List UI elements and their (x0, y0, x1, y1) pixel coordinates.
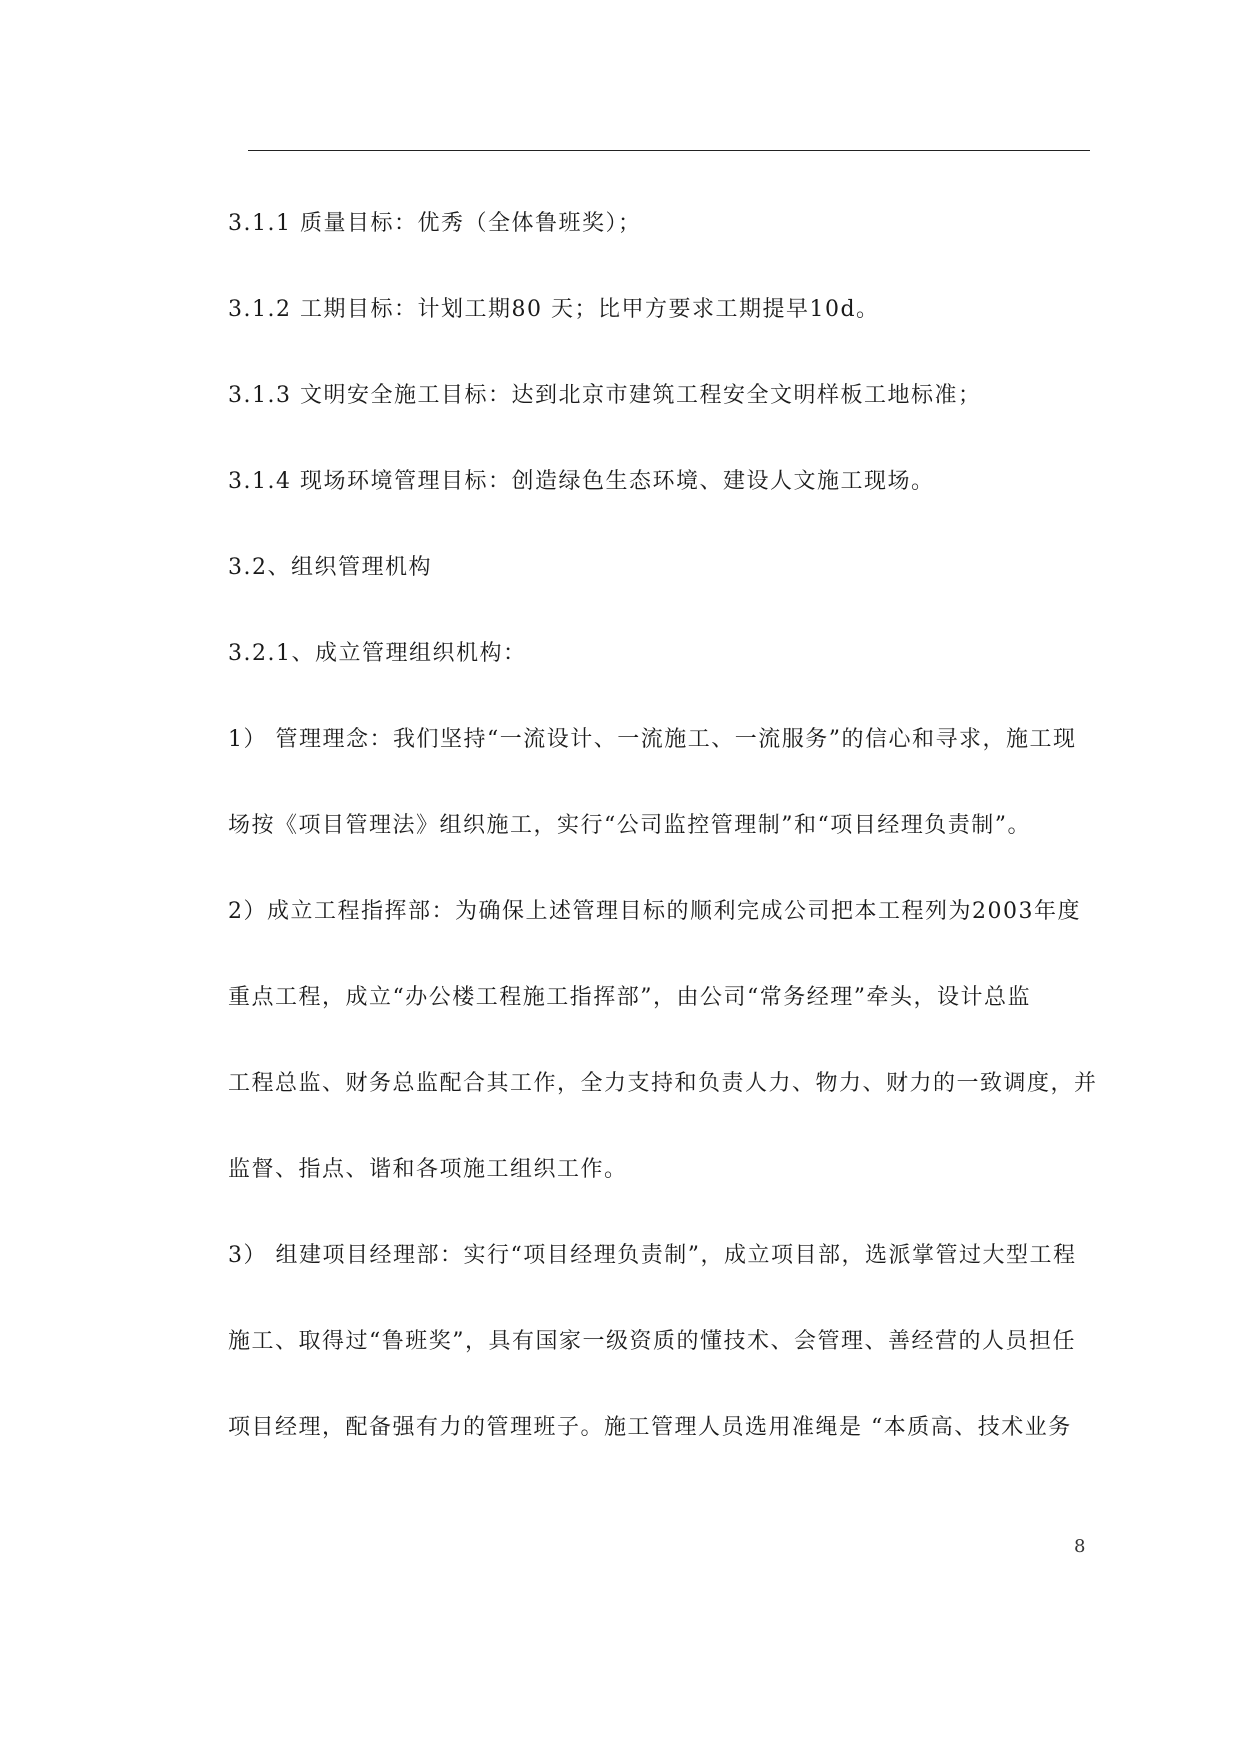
section-heading-3-2: 3.2、组织管理机构 (228, 555, 432, 580)
header-rule (248, 150, 1090, 151)
text-line-4: 3.1.4 现场环境管理目标：创造绿色生态环境、建设人文施工现场。 (228, 469, 935, 494)
text-line-13: 3） 组建项目经理部：实行“项目经理负责制”，成立项目部，选派掌管过大型工程 (228, 1243, 1077, 1268)
subsection-heading-3-2-1: 3.2.1、成立管理组织机构： (228, 641, 527, 666)
text-line-10: 重点工程，成立“办公楼工程施工指挥部”，由公司“常务经理”牵头，设计总监 (228, 985, 1031, 1010)
text-line-12: 监督、指点、谐和各项施工组织工作。 (228, 1157, 628, 1182)
text-line-1: 3.1.1 质量目标：优秀（全体鲁班奖）； (228, 211, 642, 236)
text-line-15: 项目经理，配备强有力的管理班子。施工管理人员选用准绳是 “本质高、技术业务 (228, 1415, 1072, 1440)
text-line-7: 1） 管理理念：我们坚持“一流设计、一流施工、一流服务”的信心和寻求，施工现 (228, 727, 1077, 752)
text-line-8: 场按《项目管理法》组织施工，实行“公司监控管理制”和“项目经理负责制”。 (228, 813, 1031, 838)
text-line-2: 3.1.2 工期目标：计划工期80 天；比甲方要求工期提早10d。 (228, 297, 880, 322)
text-line-3: 3.1.3 文明安全施工目标：达到北京市建筑工程安全文明样板工地标准； (228, 383, 982, 408)
text-line-11: 工程总监、财务总监配合其工作，全力支持和负责人力、物力、财力的一致调度，并 (228, 1071, 1098, 1096)
text-line-9: 2）成立工程指挥部：为确保上述管理目标的顺利完成公司把本工程列为2003年度 (228, 899, 1081, 924)
page-number: 8 (1074, 1536, 1086, 1557)
text-line-14: 施工、取得过“鲁班奖”，具有国家一级资质的懂技术、会管理、善经营的人员担任 (228, 1329, 1076, 1354)
